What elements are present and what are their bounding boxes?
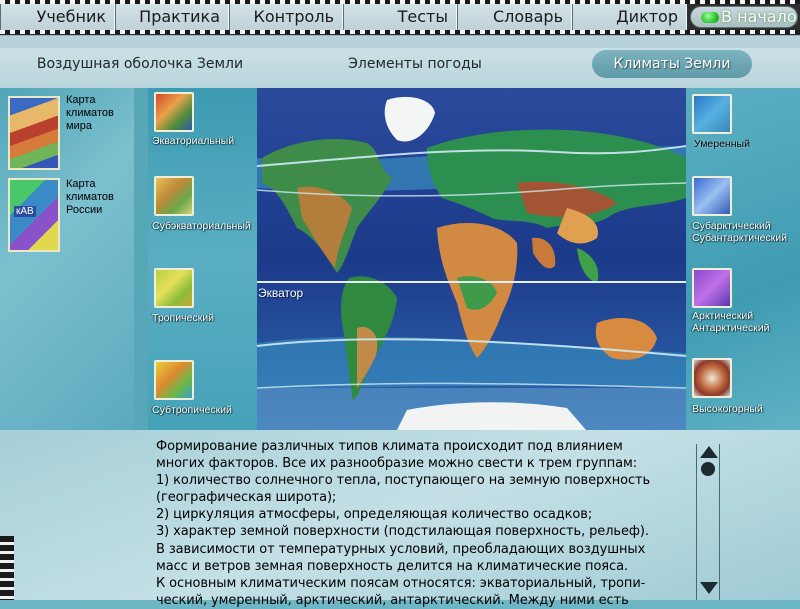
subtropical-climate-icon[interactable] [154,360,194,400]
menu-tests[interactable]: Тесты [343,4,457,30]
subantarctic-climate-label[interactable]: Субантарктический [692,232,788,244]
scroll-down-arrow-icon[interactable] [700,582,718,594]
arctic-climate-label[interactable]: Арктический [692,310,754,322]
film-strip-decoration [0,536,14,600]
text-line: ческий, умеренный, арктический, антарктический. Между ними есть [156,592,629,608]
temperate-climate-label[interactable]: Умеренный [694,138,750,150]
home-button[interactable] [690,6,798,28]
text-scrollbar[interactable] [696,444,720,600]
menu-practice[interactable]: Практика [115,4,229,30]
divider [134,88,148,430]
highland-climate-label[interactable]: Высокогорный [692,403,763,415]
green-indicator-icon [701,12,719,23]
tropical-climate-icon[interactable] [154,268,194,308]
russia-climate-map-thumbnail[interactable] [8,178,60,252]
menu-control[interactable]: Контроль [229,4,343,30]
temperate-climate-icon[interactable] [692,94,732,134]
tab-weather-elements[interactable]: Элементы погоды [348,56,482,72]
russia-map-label[interactable]: Карта климатов России [66,178,114,216]
text-line: В зависимости от температурных условий, преобладающих воздушных [156,541,646,557]
checker-strip-bottom [0,30,800,34]
equatorial-climate-icon[interactable] [154,92,194,132]
description-text [148,438,696,608]
russia-map-badge: кАВ [16,206,34,217]
text-line: 3) характер земной поверхности (подстилающая поверхность, рельеф). [156,524,649,540]
text-line: многих факторов. Все их разнообразие можно свести к трем группам: [156,456,638,472]
tab-earth-climates[interactable]: Климаты Земли [592,50,752,78]
menu-textbook[interactable]: Учебник [0,4,115,30]
maps-sidebar [0,88,134,430]
scroll-up-arrow-icon[interactable] [700,446,718,458]
world-map-graphic [257,88,686,430]
subarctic-climate-icon[interactable] [692,176,732,216]
subtropical-climate-label[interactable]: Субтропический [152,404,232,416]
highland-climate-icon[interactable] [692,358,732,398]
subarctic-climate-label[interactable]: Субарктический [692,220,771,232]
arctic-climate-icon[interactable] [692,268,732,308]
text-line: 1) количество солнечного тепла, поступающего на земную поверхность [156,473,651,489]
menu-dictionary[interactable]: Словарь [457,4,572,30]
text-line: К основным климатическим поясам относятся: экваториальный, тропи- [156,575,646,591]
subequatorial-climate-icon[interactable] [154,176,194,216]
world-climate-map-thumbnail[interactable] [8,96,60,170]
equator-label: Экватор [258,286,304,300]
scroll-thumb[interactable] [701,462,715,476]
text-line: 2) циркуляция атмосферы, определяющая количество осадков; [156,507,593,523]
tabbar-shade [0,36,800,48]
text-line: Формирование различных типов климата происходит под влиянием [156,439,623,454]
tab-air-envelope[interactable]: Воздушная оболочка Земли [36,56,244,72]
text-line: (географическая широта); [156,490,337,506]
section-tab-bar [0,35,800,88]
equatorial-climate-label[interactable]: Экваториальный [152,135,235,147]
world-climate-map[interactable] [257,88,686,430]
text-line: масс и ветров земная поверхность делится на климатические пояса. [156,558,628,574]
top-menu-bar [0,0,800,35]
menu-narrator[interactable]: Диктор [572,4,687,30]
world-map-label[interactable]: Карта климатов мира [66,94,114,132]
tropical-climate-label[interactable]: Тропический [152,312,214,324]
subequatorial-climate-label[interactable]: Субэкваториальный [152,220,251,232]
home-button-label: В начало [721,7,797,26]
antarctic-climate-label[interactable]: Антарктический [692,322,770,334]
